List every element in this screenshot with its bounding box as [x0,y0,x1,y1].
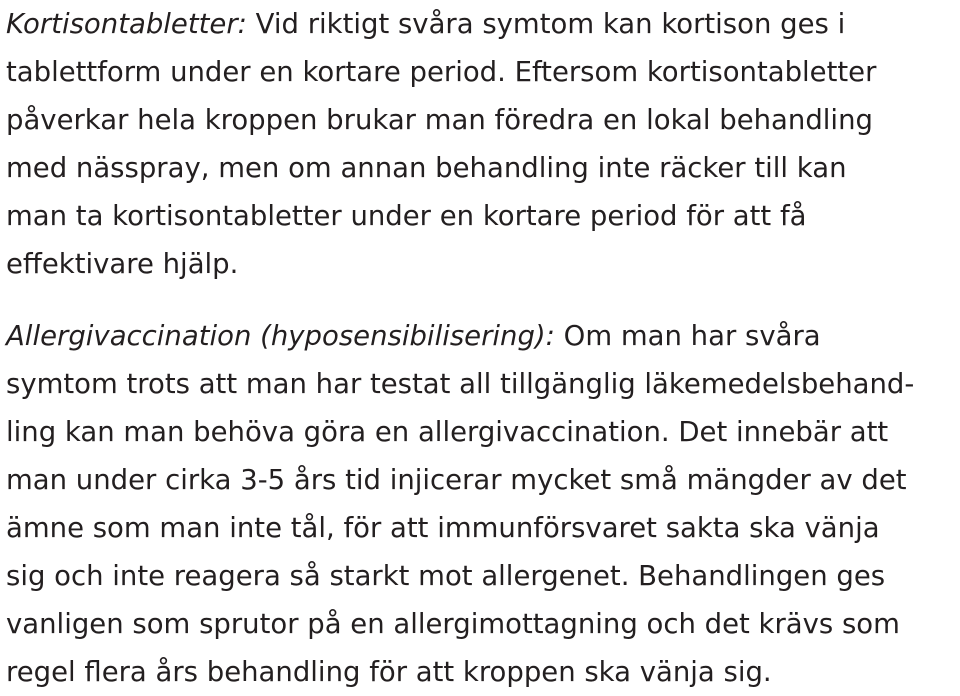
paragraph-line [6,312,914,360]
paragraph-line: ling kan man behöva göra en allergivaccination. Det innebär att [6,416,889,448]
paragraph-text: Vid riktigt svåra symtom kan kortison ges i [246,8,846,40]
paragraph-line: man ta kortisontabletter under en kortare period för att få [6,200,807,232]
paragraph-line: vanligen som sprutor på en allergimottagning och det krävs som [6,608,900,640]
paragraph-line: tablettform under en kortare period. Eftersom kortisontabletter [6,56,877,88]
paragraph-line: symtom trots att man har testat all tillgänglig läkemedelsbehand- [6,368,915,400]
paragraph-text: Om man har svåra [554,320,821,352]
paragraph-heading: Kortisontabletter: [6,8,247,40]
paragraph-line: sig och inte reagera så starkt mot allergenet. Behandlingen ges [6,560,886,592]
paragraph-line: med nässpray, men om annan behandling inte räcker till kan [6,152,847,184]
paragraph-line: ämne som man inte tål, för att immunförsvaret sakta ska vänja [6,512,880,544]
paragraph-line: effektivare hjälp. [6,248,239,280]
paragraph-line: påverkar hela kroppen brukar man föredra en lokal behandling [6,104,873,136]
paragraph-line [6,0,876,48]
paragraph-line: regel flera års behandling för att kroppen ska vänja sig. [6,656,772,688]
paragraph-heading: Allergivaccination (hyposensibilisering): [6,320,555,352]
paragraph-kortisontabletter [6,0,876,288]
paragraph-allergivaccination [6,312,914,696]
paragraph-line: man under cirka 3-5 års tid injicerar mycket små mängder av det [6,464,907,496]
